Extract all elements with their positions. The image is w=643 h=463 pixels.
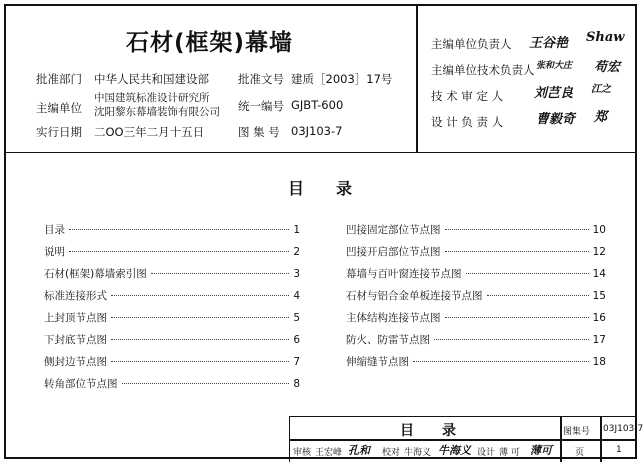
toc-entry-page: 6	[293, 334, 300, 346]
toc-entry-label: 凹接开启部位节点图	[346, 246, 441, 258]
toc-entry-label: 侧封边节点图	[44, 356, 107, 368]
signature: Shaw	[586, 30, 625, 45]
toc-entry	[346, 266, 606, 281]
tb-design-label: 设计	[477, 448, 496, 458]
signature: 曹毅奇	[536, 112, 576, 127]
toc-leader-dots	[151, 273, 290, 274]
tb-title: 目 录	[400, 423, 456, 439]
role-label: 主编单位负责人	[431, 37, 512, 51]
tb-line	[290, 439, 636, 441]
toc-entry	[44, 288, 300, 303]
toc-leader-dots	[111, 295, 289, 296]
toc-entry-page: 2	[293, 246, 300, 258]
role-label: 技 术 审 定 人	[431, 89, 504, 103]
atlas-no: 03J103-7	[291, 124, 343, 138]
toc-entry	[346, 310, 606, 325]
toc-entry-label: 说明	[44, 246, 65, 258]
approval-doc: 建质［2003］17号	[291, 72, 393, 86]
tb-atlas-label: 图集号	[563, 427, 591, 437]
editor-unit-label: 主编单位	[36, 101, 82, 115]
signature: 苟宏	[594, 60, 621, 75]
toc-leader-dots	[413, 361, 589, 362]
effective-date-label: 实行日期	[36, 125, 82, 139]
toc-entry	[44, 332, 300, 347]
toc-entry-page: 16	[592, 312, 606, 324]
approval-dept: 中华人民共和国建设部	[94, 72, 209, 86]
toc-entry	[346, 244, 606, 259]
toc-leader-dots	[487, 295, 589, 296]
toc-entry-page: 14	[592, 268, 606, 280]
toc-entry-label: 标准连接形式	[44, 290, 107, 302]
title-block	[289, 416, 643, 462]
editor-unit-2: 沈阳黎东幕墙装饰有限公司	[94, 106, 220, 118]
toc-entry	[346, 354, 606, 369]
toc-leader-dots	[111, 317, 289, 318]
approval-doc-label: 批准文号	[238, 72, 284, 86]
toc-leader-dots	[111, 339, 289, 340]
effective-date: 二OO三年二月十五日	[94, 125, 205, 139]
toc-entry	[44, 354, 300, 369]
role-label: 主编单位技术负责人	[431, 63, 535, 77]
toc-entry-label: 防火、防雷节点图	[346, 334, 430, 346]
toc-entry	[346, 288, 606, 303]
toc-entry-label: 下封底节点图	[44, 334, 107, 346]
toc-entry-label: 主体结构连接节点图	[346, 312, 441, 324]
toc-leader-dots	[69, 251, 289, 252]
toc-entry	[44, 310, 300, 325]
unified-no: GJBT-600	[291, 98, 344, 112]
toc-entry	[44, 244, 300, 259]
toc-leader-dots	[466, 273, 589, 274]
toc-entry	[44, 376, 300, 391]
toc-leader-dots	[434, 339, 589, 340]
toc-entry-label: 石材(框架)幕墙索引图	[44, 268, 147, 280]
signature: 王谷艳	[529, 36, 569, 51]
role-label: 设 计 负 责 人	[431, 115, 504, 129]
toc-leader-dots	[122, 383, 290, 384]
toc-leader-dots	[445, 229, 589, 230]
toc-entry-page: 7	[293, 356, 300, 368]
toc-entry-page: 4	[293, 290, 300, 302]
signature: 孔和	[348, 444, 370, 457]
editor-unit-1: 中国建筑标准设计研究所	[94, 92, 210, 104]
toc-entry-label: 石材与铝合金单板连接节点图	[346, 290, 483, 302]
toc-entry-label: 幕墙与百叶窗连接节点图	[346, 268, 462, 280]
toc-leader-dots	[445, 251, 589, 252]
drawing-frame	[4, 4, 643, 459]
signature: 江之	[591, 84, 611, 95]
toc-leader-dots	[111, 361, 289, 362]
tb-review-label: 审核	[293, 448, 312, 458]
tb-design-name: 薄 可	[499, 448, 520, 458]
atlas-no-label: 图 集 号	[238, 125, 280, 139]
toc-entry-page: 15	[592, 290, 606, 302]
unified-no-label: 统一编号	[238, 99, 284, 113]
toc-entry-page: 12	[592, 246, 606, 258]
signature: 张和大庄	[536, 61, 573, 71]
tb-review-name: 王宏峰	[315, 448, 343, 458]
signature: 刘芑良	[534, 86, 574, 101]
tb-page-label: 页	[575, 448, 585, 458]
tb-line	[600, 417, 602, 462]
toc-entry-label: 伸缩缝节点图	[346, 356, 409, 368]
toc-entry-label: 目录	[44, 224, 65, 236]
toc-entry-page: 5	[293, 312, 300, 324]
signature: 牛海义	[438, 444, 471, 457]
toc-leader-dots	[69, 229, 289, 230]
toc-entry-page: 17	[592, 334, 606, 346]
header-divider	[416, 6, 418, 152]
toc-entry	[346, 222, 606, 237]
toc-entry	[346, 332, 606, 347]
signature: 薄可	[530, 444, 552, 457]
toc-entry-label: 凹接固定部位节点图	[346, 224, 441, 236]
toc-entry	[44, 266, 300, 281]
toc-entry-page: 10	[592, 224, 606, 236]
toc-entry-page: 1	[293, 224, 300, 236]
tb-check-name: 牛海义	[404, 448, 432, 458]
toc-entry	[44, 222, 300, 237]
toc-title: 目 录	[288, 179, 353, 198]
tb-check-label: 校对	[382, 448, 401, 458]
toc-entry-page: 3	[293, 268, 300, 280]
approval-dept-label: 批准部门	[36, 72, 82, 86]
toc-entry-label: 上封顶节点图	[44, 312, 107, 324]
signature: 郑	[594, 110, 608, 125]
atlas-title: 石材(框架)幕墙	[126, 30, 294, 56]
tb-atlas-value: 03J103-7	[603, 424, 643, 434]
tb-line	[560, 417, 562, 462]
toc-leader-dots	[445, 317, 589, 318]
toc-entry-page: 18	[592, 356, 606, 368]
header-block	[6, 6, 635, 153]
toc-entry-page: 8	[293, 378, 300, 390]
tb-page-value: 1	[616, 445, 622, 455]
toc-entry-label: 转角部位节点图	[44, 378, 118, 390]
